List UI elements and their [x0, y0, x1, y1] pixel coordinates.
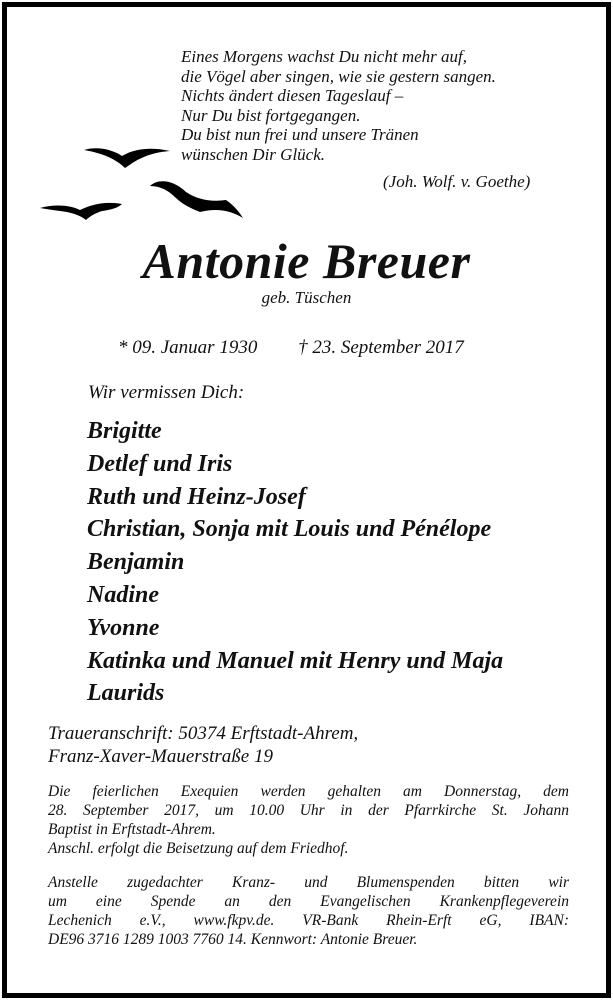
deceased-name: Antonie Breuer	[142, 233, 471, 289]
address-line: Traueranschrift: 50374 Erftstadt-Ahrem,	[48, 723, 359, 744]
mourner-name: Benjamin	[87, 549, 185, 576]
mourner-name: Nadine	[87, 581, 159, 608]
donation-line: um eine Spende an den Evangelischen Krankenpflegeverein	[48, 893, 569, 910]
birth-name: geb. Tüschen	[261, 288, 352, 307]
poem-line: wünschen Dir Glück.	[181, 144, 326, 164]
service-line: Anschl. erfolgt die Beisetzung auf dem Friedhof.	[48, 840, 349, 857]
donation-line: Lechenich e.V., www.fkpv.de. VR-Bank Rhein-Erft eG, IBAN:	[48, 912, 569, 929]
birth-date: * 09. Januar 1930	[118, 337, 258, 358]
donation-line: Anstelle zugedachter Kranz- und Blumenspenden bitten wir	[48, 874, 569, 891]
mourners-intro: Wir vermissen Dich:	[88, 382, 245, 403]
poem-attribution: (Joh. Wolf. v. Goethe)	[383, 172, 531, 191]
bird-icon	[150, 181, 243, 218]
funeral-service-info	[48, 782, 569, 858]
donation-request	[48, 873, 569, 949]
mourning-address	[48, 722, 358, 768]
poem-line: Du bist nun frei und unsere Tränen	[181, 125, 419, 145]
service-line: Die feierlichen Exequien werden gehalten am Donnerstag, dem	[48, 783, 569, 800]
mourner-name: Ruth und Heinz-Josef	[87, 483, 306, 510]
mourner-name: Laurids	[87, 680, 165, 707]
bird-icon	[40, 203, 122, 220]
poem-line: Nur Du bist fortgegangen.	[181, 105, 361, 125]
death-date: † 23. September 2017	[298, 337, 464, 358]
mourners-list	[87, 415, 503, 710]
birds-icon	[40, 138, 260, 228]
mourner-name: Detlef und Iris	[87, 450, 233, 477]
address-line: Franz-Xaver-Mauerstraße 19	[48, 746, 273, 767]
service-line: Baptist in Erftstadt-Ahrem.	[48, 821, 216, 838]
bird-icon	[84, 148, 170, 168]
mourner-name: Yvonne	[87, 614, 160, 641]
poem-line: Eines Morgens wachst Du nicht mehr auf,	[181, 47, 467, 66]
poem-line: die Vögel aber singen, wie sie gestern sangen.	[181, 66, 496, 86]
life-dates	[118, 337, 464, 359]
mourner-name: Brigitte	[87, 418, 162, 444]
mourner-name: Katinka und Manuel mit Henry und Maja	[87, 647, 504, 674]
service-line: 28. September 2017, um 10.00 Uhr in der Pfarrkirche St. Johann	[48, 802, 569, 819]
donation-line: DE96 3716 1289 1003 7760 14. Kennwort: Antonie Breuer.	[48, 931, 418, 948]
mourner-name: Christian, Sonja mit Louis und Pénélope	[87, 516, 492, 543]
poem-line: Nichts ändert diesen Tageslauf –	[181, 86, 404, 106]
